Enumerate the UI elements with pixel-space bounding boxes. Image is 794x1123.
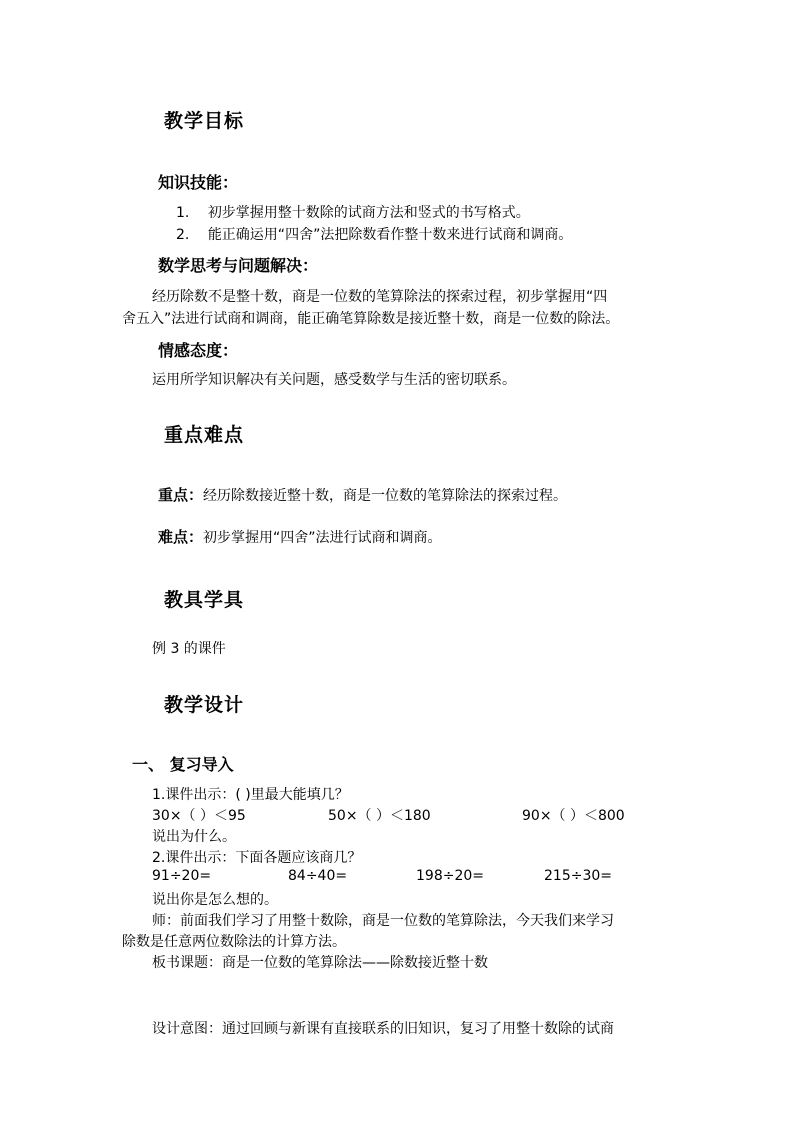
thinking-heading: 数学思考与问题解决： xyxy=(158,256,319,275)
question-2-note: 说出你是怎么想的。 xyxy=(152,892,278,908)
section-title-teaching-aids: 教具学具 xyxy=(164,589,245,611)
section-title-key-points: 重点难点 xyxy=(164,424,245,446)
question-1: 1.课件出示：( )里最大能填几？ xyxy=(152,787,349,803)
question-2-item-d: 215÷30= xyxy=(544,868,612,884)
difficulty-text: 初步掌握用“四舍”法进行试商和调商。 xyxy=(203,530,442,546)
section-title-objectives: 教学目标 xyxy=(164,110,245,132)
section-title-teaching-design: 教学设计 xyxy=(164,694,245,716)
question-1-item-a: 30×（ ）＜95 xyxy=(152,808,246,824)
item-text: 初步掌握用整十数除的试商方法和竖式的书写格式。 xyxy=(207,205,530,221)
attitude-heading: 情感态度： xyxy=(158,341,239,360)
design-intent: 设计意图：通过回顾与新课有直接联系的旧知识，复习了用整十数除的试商 xyxy=(152,1021,614,1037)
question-1-item-b: 50×（ ）＜180 xyxy=(328,808,431,824)
item-number: 1. xyxy=(176,205,190,221)
key-point-label: 重点： xyxy=(158,486,204,504)
board-title: 板书课题：商是一位数的笔算除法——除数接近整十数 xyxy=(152,955,488,971)
teaching-aids-text: 例 3 的课件 xyxy=(152,641,226,657)
thinking-line-2: 舍五入”法进行试商和调商，能正确笔算除数是接近整十数，商是一位数的除法。 xyxy=(122,311,620,327)
attitude-text: 运用所学知识解决有关问题，感受数学与生活的密切联系。 xyxy=(152,372,516,388)
knowledge-item-2 xyxy=(176,224,572,244)
question-2-item-b: 84÷40= xyxy=(288,868,348,884)
question-1-note: 说出为什么。 xyxy=(152,829,236,845)
teacher-line-2: 除数是任意两位数除法的计算方法。 xyxy=(122,934,346,950)
thinking-line-1: 经历除数不是整十数，商是一位数的笔算除法的探索过程，初步掌握用“四 xyxy=(152,289,608,305)
knowledge-item-1 xyxy=(176,202,530,222)
difficulty xyxy=(158,526,442,547)
difficulty-label: 难点： xyxy=(158,528,204,546)
key-point-text: 经历除数接近整十数，商是一位数的笔算除法的探索过程。 xyxy=(203,488,568,504)
item-text: 能正确运用“四舍”法把除数看作整十数来进行试商和调商。 xyxy=(207,227,573,243)
knowledge-heading: 知识技能： xyxy=(158,173,239,192)
teacher-line-1: 师：前面我们学习了用整十数除，商是一位数的笔算除法，今天我们来学习 xyxy=(152,913,614,929)
question-2-item-c: 198÷20= xyxy=(416,868,484,884)
part1-heading: 一、 复习导入 xyxy=(132,755,234,774)
question-2-item-a: 91÷20= xyxy=(152,868,212,884)
key-point xyxy=(158,484,567,505)
question-1-item-c: 90×（ ）＜800 xyxy=(522,808,625,824)
item-number: 2. xyxy=(176,227,190,243)
question-2: 2.课件出示：下面各题应该商几？ xyxy=(152,850,362,866)
